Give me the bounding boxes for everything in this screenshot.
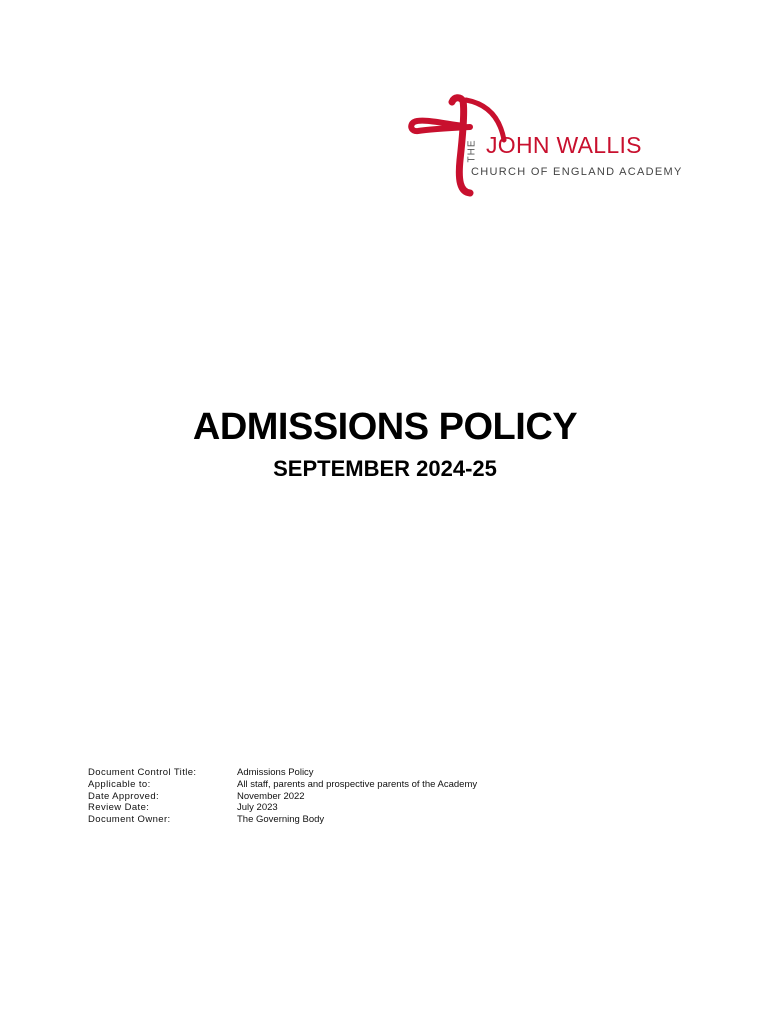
document-control-table — [88, 767, 477, 826]
control-label: Date Approved: — [88, 790, 160, 802]
control-label: Document Control Title: — [88, 767, 197, 778]
control-value: The Governing Body — [237, 814, 325, 826]
logo-the-label: THE — [466, 139, 478, 163]
document-subtitle: SEPTEMBER 2024-25 — [273, 456, 497, 481]
control-row-title — [88, 767, 477, 779]
control-row-review-date — [88, 802, 477, 814]
control-label: Document Owner: — [88, 814, 171, 826]
control-value: All staff, parents and prospective parents of the Academy — [237, 778, 478, 790]
control-value: Admissions Policy — [237, 767, 314, 778]
logo-school-name: JOHN WALLIS — [486, 132, 642, 158]
control-label: Applicable to: — [88, 778, 151, 790]
control-value: July 2023 — [237, 802, 278, 814]
control-row-applicable — [88, 779, 477, 791]
school-logo — [408, 92, 683, 202]
document-title: ADMISSIONS POLICY — [192, 406, 578, 448]
control-label: Review Date: — [88, 802, 150, 814]
control-value: November 2022 — [237, 790, 305, 802]
control-row-date-approved — [88, 791, 477, 803]
logo-school-subtitle: CHURCH OF ENGLAND ACADEMY — [471, 166, 683, 178]
control-row-owner — [88, 814, 477, 826]
